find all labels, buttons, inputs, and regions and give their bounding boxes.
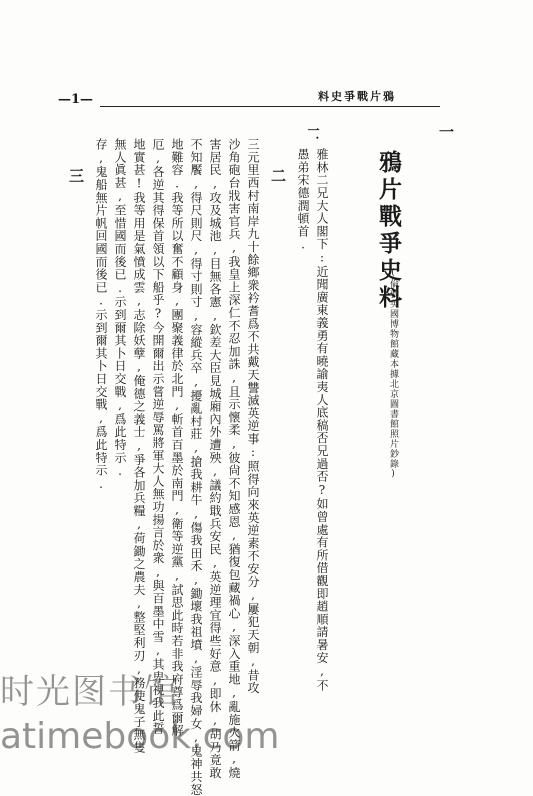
section-one-mark: 一 [437,124,455,139]
section-three-mark: 三 [67,168,85,183]
page-number: —1— [58,92,94,107]
watermark-chinese: 时光图书馆 [0,672,180,712]
document-title: 鴉片戰爭史料 [375,150,402,312]
proclamation-column-5: 地難容.我等所以奮不顧身,團聚義律於北門,斬首百墨於南門,衛等逆黨,試思此時若非我府尊爲爾解 [170,138,184,737]
proclamation-column-3: 害居民,攻及城池,目無各憲,欽差大臣見城廂內外遭殃,議約戢兵安民,英逆理宜得些好意,即休,胡乃竟敢 [208,138,222,780]
proclamation-column-8: 無人眞甚,至惜國而後已.示到爾其卜日交戰,爲此特示. [113,138,127,479]
proclamation-column-4: 不知饜,得尺則尺,得寸則寸,容縱兵卒,擾亂村莊,搶我耕牛,傷我田禾,鋤壞我祖墳,淫辱我婦女,鬼神共怒 [189,138,203,796]
watermark-url: atimebook.com [0,716,280,757]
proclamation-column-6: 厄,各逆其得保首領以下船乎?今開爾出示嘗逆辱罵將軍大人無功揚言於衆,與百墨中雪,其卑視我此誓 [151,138,165,735]
letter-column-1: 雅林二兄大人閣下:近聞廣東義勇有曉諭夷人底稿否兄過否?如曾處有所借觀即趙順請暑安,不 [315,148,329,692]
proclamation-column-9: 存,鬼船無片帆回國而後已.示到爾其卜日交戰,爲此特示. [94,138,108,492]
header-rule [100,106,440,107]
section-two-mark: 二 [269,168,287,183]
document-subtitle: (倫敦英國博物館藏本據北京圖書館照片鈔錄) [388,268,398,480]
proclamation-column-1: 三元里西村南岸九十餘鄉衆衿耆爲不共戴天讐滅英逆事:照得向來英逆素不安分,屢犯天朝,昔攻 [246,138,260,695]
proclamation-column-2: 沙角砲台戕害官兵,我皇上深仁不忍加誅,且示懷柔,彼尙不知感恩,猶復包藏禍心,深入重地,亂施火箭,燒 [227,138,241,780]
proclamation-column-7: 地實甚!我等用是氣憤成雲,志除妖孽,俺德之義士,爭各加兵糧,荷鋤之農夫,整堅利刃,務使鬼子無隻 [132,138,146,754]
subsection-one-mark: 一． [306,124,320,148]
running-header-title: 料史爭戰片鴉 [318,90,396,103]
letter-column-2: 愚弟宋德潤頓首. [296,148,310,253]
